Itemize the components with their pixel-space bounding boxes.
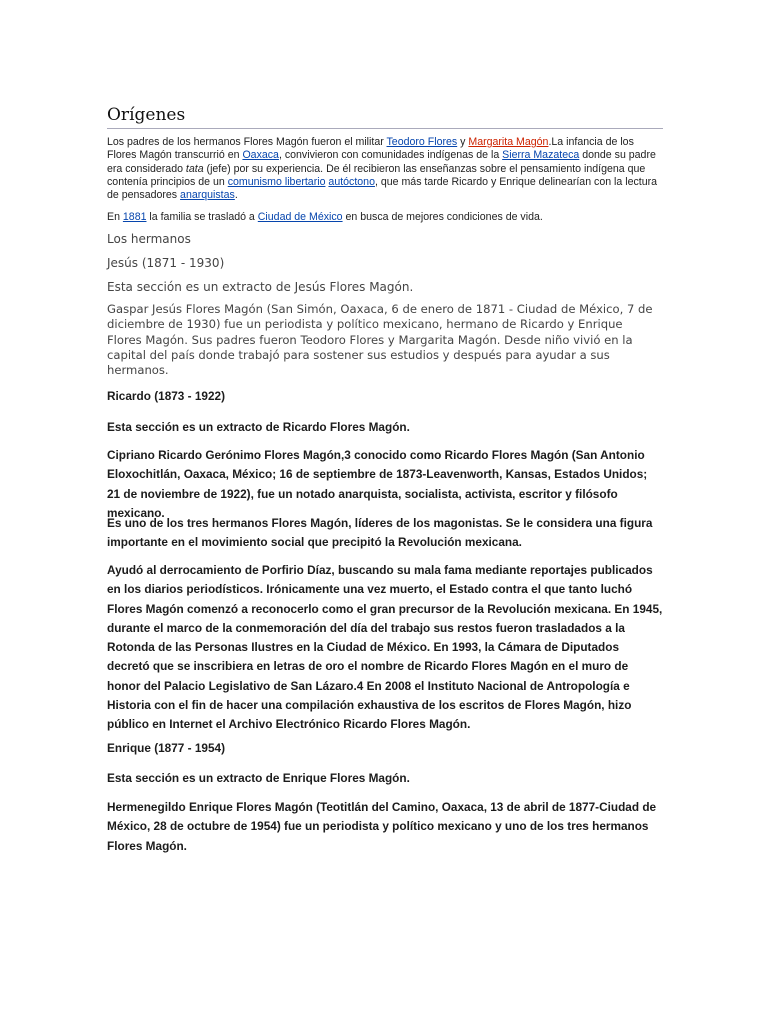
link-teodoro-flores[interactable]: Teodoro Flores xyxy=(386,136,458,148)
excerpt-note-enrique: Esta sección es un extracto de Enrique Flores Magón. xyxy=(107,771,410,785)
link-margarita-magon[interactable]: Margarita Magón xyxy=(468,136,549,148)
origenes-paragraph-2 xyxy=(107,211,663,224)
ricardo-paragraph-1: Cipriano Ricardo Gerónimo Flores Magón,3 conocido como Ricardo Flores Magón (San Antonio Eloxochitlán, Oaxaca, México; 16 de septiembre de 1873-Leavenworth, Kansas, Estados Unidos; 21 de noviembre de 1922), fue un notado anarquista, socialista, activista, escritor y filósofo mexicano. xyxy=(107,448,648,520)
text-run: en busca de mejores condiciones de vida. xyxy=(342,211,543,223)
jesus-paragraph: Gaspar Jesús Flores Magón (San Simón, Oaxaca, 6 de enero de 1871 - Ciudad de México, 7 de diciembre de 1930) fue un periodista y político mexicano, hermano de Ricardo y Enrique Flores Magón. Sus padres fueron Teodoro Flores y Margarita Magón. Desde niño vivió en la capital del país donde trabajó para sostener sus estudios y después para ayudar a sus hermanos. xyxy=(107,302,653,378)
link-ciudad-de-mexico[interactable]: Ciudad de México xyxy=(257,211,343,223)
text-run: , convivieron con comunidades indígenas de la xyxy=(278,149,503,162)
subheading-ricardo: Ricardo (1873 - 1922) xyxy=(107,389,226,403)
link-comunismo-libertario[interactable]: comunismo libertario xyxy=(227,175,326,188)
text-run: , que más tarde Ricardo y Enrique delinearían con la lectura de pensadores xyxy=(107,175,658,202)
link-1881[interactable]: 1881 xyxy=(122,211,147,223)
text-run: (jefe) por su experiencia. De él recibieron las enseñanzas sobre el pensamiento indígena que contenía principios de un xyxy=(107,162,646,188)
link-autoctono[interactable]: autóctono xyxy=(328,175,375,188)
section-heading-hermanos: Los hermanos xyxy=(107,232,191,246)
ricardo-paragraph-2: Es uno de los tres hermanos Flores Magón, líderes de los magonistas. Se le considera una figura importante en el movimiento social que precipitó la Revolución mexicana. xyxy=(107,516,653,550)
subheading-jesus: Jesús (1871 - 1930) xyxy=(107,256,225,270)
enrique-paragraph: Hermenegildo Enrique Flores Magón (Teotitlán del Camino, Oaxaca, 13 de abril de 1877-Ciudad de México, 28 de octubre de 1954) fue un periodista y político mexicano y uno de los tres hermanos Flores Magón. xyxy=(107,800,657,853)
text-run: la familia se trasladó a xyxy=(146,211,258,223)
section-heading-origenes: Orígenes xyxy=(107,105,663,129)
text-run: .La infancia de los Flores Magón transcurrió en xyxy=(107,136,634,162)
ricardo-paragraph-3: Ayudó al derrocamiento de Porfirio Díaz, buscando su mala fama mediante reportajes publicados en los diarios periodísticos. Irónicamente una vez muerto, el Estado contra el que tanto luchó Flores Magón comenzó a reconocerlo como el gran precursor de la Revolución mexicana. En 1945, durante el marco de la conmemoración del día del trabajo sus restos fueron trasladados a la Rotonda de las Personas Ilustres en la Ciudad de México. En 1993, la Cámara de Diputados decretó que se inscribiera en letras de oro el nombre de Ricardo Flores Magón en el muro de honor del Palacio Legislativo de San Lázaro.4 En 2008 el Instituto Nacional de Antropología e Historia con el fin de hacer una compilación exhaustiva de los escritos de Flores Magón, hizo público en Internet el Archivo Electrónico Ricardo Flores Magón. xyxy=(107,563,663,732)
text-run: En xyxy=(107,211,123,223)
origenes-paragraph-1 xyxy=(107,136,663,202)
excerpt-note-ricardo: Esta sección es un extracto de Ricardo Flores Magón. xyxy=(107,420,410,434)
text-run: y xyxy=(457,136,469,148)
text-run: Los padres de los hermanos Flores Magón fueron el militar xyxy=(107,136,387,148)
italic-tata: tata xyxy=(185,162,204,175)
link-anarquistas[interactable]: anarquistas xyxy=(180,189,235,202)
subheading-enrique: Enrique (1877 - 1954) xyxy=(107,741,226,755)
link-oaxaca[interactable]: Oaxaca xyxy=(242,149,279,162)
text-run: . xyxy=(234,189,238,202)
link-sierra-mazateca[interactable]: Sierra Mazateca xyxy=(502,149,580,162)
excerpt-note-jesus: Esta sección es un extracto de Jesús Flores Magón. xyxy=(107,280,414,294)
text-run: donde su padre era considerado xyxy=(107,149,656,175)
